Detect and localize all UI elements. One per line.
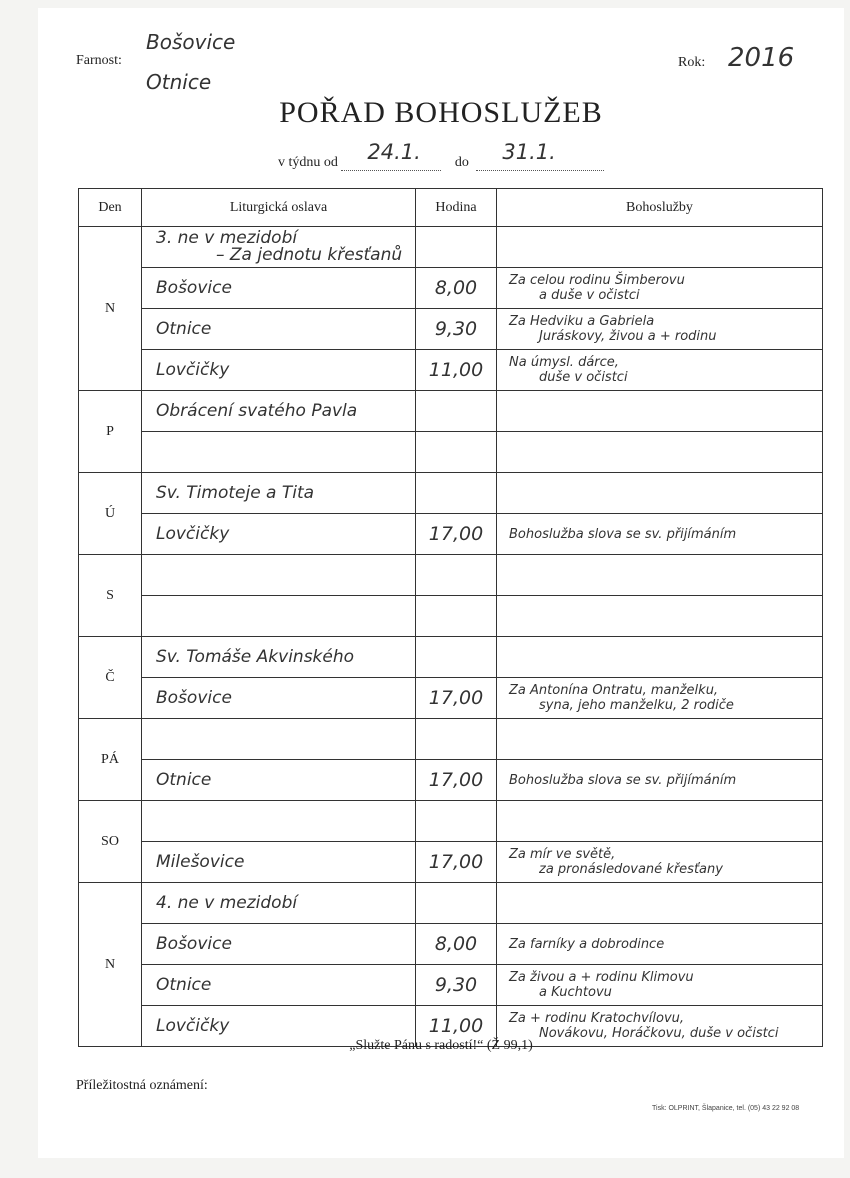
liturgy-line: Sv. Tomáše Akvinského <box>156 646 355 667</box>
day-cell: S <box>79 555 142 637</box>
liturgy-cell <box>142 473 416 514</box>
service-cell <box>497 842 823 883</box>
time-cell: 11,00 <box>416 350 497 391</box>
liturgy-line: 4. ne v mezidobí <box>156 892 298 913</box>
service-line: Bohoslužba slova se sv. přijímáním <box>509 526 737 542</box>
liturgy-line: Sv. Timoteje a Tita <box>156 482 315 503</box>
service-cell <box>497 719 823 760</box>
service-cell <box>497 801 823 842</box>
service-line: syna, jeho manželku, 2 rodiče <box>539 698 734 713</box>
liturgy-line: Lovčičky <box>156 523 230 544</box>
notice-label: Příležitostná oznámení: <box>76 1078 208 1093</box>
week-prefix: v týdnu od <box>278 155 338 170</box>
liturgy-line: Lovčičky <box>156 359 230 380</box>
service-cell <box>497 309 823 350</box>
service-line: Za Antonína Ontratu, manželku, <box>509 683 719 698</box>
liturgy-line: – Za jednotu křesťanů <box>216 245 403 265</box>
table-row <box>79 309 823 350</box>
liturgy-cell <box>142 350 416 391</box>
liturgy-cell <box>142 760 416 801</box>
service-cell <box>497 227 823 268</box>
service-cell <box>497 473 823 514</box>
column-header-day: Den <box>79 189 142 227</box>
schedule-body <box>79 227 823 1047</box>
time-cell <box>416 391 497 432</box>
service-line: a Kuchtovu <box>539 985 612 1000</box>
service-cell <box>497 965 823 1006</box>
liturgy-cell <box>142 801 416 842</box>
service-line: a duše v očistci <box>539 288 640 303</box>
table-row <box>79 596 823 637</box>
service-line: Bohoslužba slova se sv. přijímáním <box>509 772 737 788</box>
liturgy-line: Lovčičky <box>156 1015 230 1036</box>
week-to-field <box>476 140 604 171</box>
week-range <box>278 140 604 171</box>
liturgy-cell <box>142 514 416 555</box>
parish-label: Farnost: <box>76 53 122 68</box>
liturgy-cell <box>142 268 416 309</box>
liturgy-cell <box>142 309 416 350</box>
day-cell: N <box>79 883 142 1047</box>
day-cell: Č <box>79 637 142 719</box>
time-cell: 17,00 <box>416 514 497 555</box>
table-row <box>79 678 823 719</box>
liturgy-cell <box>142 555 416 596</box>
liturgy-cell <box>142 965 416 1006</box>
table-row <box>79 924 823 965</box>
time-cell: 17,00 <box>416 678 497 719</box>
time-cell <box>416 883 497 924</box>
table-row <box>79 350 823 391</box>
year-label: Rok: <box>678 55 706 70</box>
liturgy-line: Milešovice <box>156 851 245 872</box>
liturgy-line: Otnice <box>156 318 212 339</box>
service-line: Za + rodinu Kratochvílovu, <box>509 1011 685 1026</box>
table-row <box>79 432 823 473</box>
table-row <box>79 965 823 1006</box>
time-cell <box>416 637 497 678</box>
liturgy-cell <box>142 227 416 268</box>
table-row <box>79 268 823 309</box>
time-cell <box>416 432 497 473</box>
week-to-label: do <box>454 155 469 170</box>
liturgy-line: Otnice <box>156 974 212 995</box>
time-cell: 9,30 <box>416 309 497 350</box>
page-title: POŘAD BOHOSLUŽEB <box>279 96 603 129</box>
time-cell: 17,00 <box>416 760 497 801</box>
service-line: Za farníky a dobrodince <box>509 936 665 952</box>
service-cell <box>497 596 823 637</box>
service-line: za pronásledované křesťany <box>539 862 723 877</box>
service-cell <box>497 637 823 678</box>
service-line: Za celou rodinu Šimberovu <box>509 273 685 288</box>
service-cell <box>497 391 823 432</box>
liturgy-line: Otnice <box>156 769 212 790</box>
liturgy-line: Bošovice <box>156 933 232 954</box>
column-header-services: Bohoslužby <box>497 189 823 227</box>
service-line: duše v očistci <box>539 370 628 385</box>
printer-imprint: Tisk: OLPRINT, Šlapanice, tel. (05) 43 22 92 08 <box>652 1105 800 1112</box>
service-cell <box>497 678 823 719</box>
liturgy-line: Bošovice <box>156 687 232 708</box>
column-header-time: Hodina <box>416 189 497 227</box>
day-cell: P <box>79 391 142 473</box>
liturgy-cell <box>142 637 416 678</box>
service-cell <box>497 514 823 555</box>
time-cell: 17,00 <box>416 842 497 883</box>
service-line: Za mír ve světě, <box>509 847 616 862</box>
table-row <box>79 842 823 883</box>
time-cell <box>416 555 497 596</box>
liturgy-cell <box>142 883 416 924</box>
liturgy-cell <box>142 432 416 473</box>
week-from-field <box>341 140 441 171</box>
liturgy-cell <box>142 842 416 883</box>
bible-quote: „Služte Pánu s radostí!“ (Ž 99,1) <box>349 1038 533 1053</box>
service-cell <box>497 268 823 309</box>
table-row <box>79 391 823 432</box>
day-cell: SO <box>79 801 142 883</box>
time-cell <box>416 719 497 760</box>
liturgy-line: 3. ne v mezidobí <box>156 228 298 248</box>
week-to: 31.1. <box>502 140 556 164</box>
liturgy-cell <box>142 924 416 965</box>
parish-name-2: Otnice <box>146 70 212 94</box>
time-cell <box>416 473 497 514</box>
table-row <box>79 473 823 514</box>
time-cell <box>416 596 497 637</box>
liturgy-cell <box>142 678 416 719</box>
service-cell <box>497 924 823 965</box>
service-line: Na úmysl. dárce, <box>509 355 619 370</box>
liturgy-cell <box>142 719 416 760</box>
table-row <box>79 637 823 678</box>
time-cell <box>416 801 497 842</box>
schedule-sheet <box>38 8 844 1158</box>
schedule-table <box>78 188 823 1047</box>
time-cell <box>416 227 497 268</box>
time-cell: 11,00 <box>416 1006 497 1047</box>
liturgy-cell <box>142 391 416 432</box>
year-value: 2016 <box>728 43 795 73</box>
table-header-row <box>79 189 823 227</box>
service-cell <box>497 883 823 924</box>
time-cell: 8,00 <box>416 268 497 309</box>
table-row <box>79 883 823 924</box>
service-line: Za Hedviku a Gabriela <box>509 314 655 329</box>
service-cell <box>497 350 823 391</box>
column-header-liturgy: Liturgická oslava <box>142 189 416 227</box>
day-cell: N <box>79 227 142 391</box>
liturgy-line: Obrácení svatého Pavla <box>156 400 358 421</box>
table-row <box>79 719 823 760</box>
table-row <box>79 801 823 842</box>
time-cell: 9,30 <box>416 965 497 1006</box>
day-cell: Ú <box>79 473 142 555</box>
service-line: Za živou a + rodinu Klimovu <box>509 970 694 985</box>
liturgy-line: Bošovice <box>156 277 232 298</box>
table-row <box>79 514 823 555</box>
day-cell: PÁ <box>79 719 142 801</box>
time-cell: 8,00 <box>416 924 497 965</box>
service-cell <box>497 432 823 473</box>
table-row <box>79 227 823 268</box>
table-row <box>79 760 823 801</box>
service-line: Juráskovy, živou a + rodinu <box>539 329 717 344</box>
service-cell <box>497 760 823 801</box>
parish-name-1: Bošovice <box>146 30 236 54</box>
service-line: Novákovu, Horáčkovu, duše v očistci <box>539 1026 779 1041</box>
table-row <box>79 555 823 596</box>
week-from: 24.1. <box>367 140 421 164</box>
service-cell <box>497 555 823 596</box>
liturgy-cell <box>142 596 416 637</box>
